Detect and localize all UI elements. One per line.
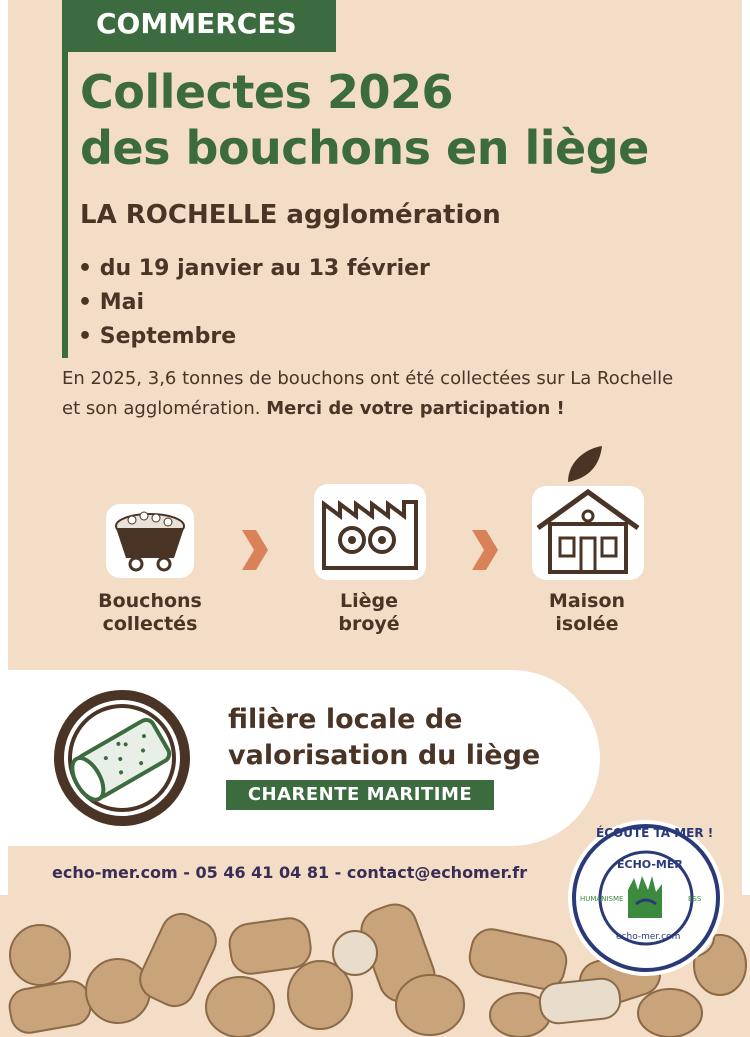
step-label: Maison <box>548 590 626 612</box>
contact-line: echo-mer.com - 05 46 41 04 81 - contact@echomer.fr <box>52 863 528 882</box>
category-tag: COMMERCES <box>62 0 336 52</box>
date-item: • Septembre <box>78 320 430 354</box>
thanks-text: Merci de votre participation ! <box>266 398 565 419</box>
factory-icon <box>312 482 428 582</box>
step-label: collectés <box>102 613 198 635</box>
info-text: En 2025, 3,6 tonnes de bouchons ont été collectées sur La Rochelle et son agglomération. <box>62 368 674 419</box>
badge-brand-text: ECHO-MER <box>617 858 683 871</box>
filiere-title <box>228 702 540 774</box>
title-line-1: Collectes 2026 <box>80 65 453 119</box>
house-icon <box>528 442 648 582</box>
subtitle: LA ROCHELLE agglomération <box>80 200 501 230</box>
filiere-line-2: valorisation du liège <box>228 740 541 771</box>
step-insulated <box>512 590 662 636</box>
step-collected <box>75 590 225 636</box>
badge-outer-text: ÉCOUTE TA MER ! <box>596 826 714 840</box>
info-paragraph <box>62 364 682 424</box>
chevron-right-icon <box>240 528 270 572</box>
filiere-line-1: filière locale de <box>228 704 463 735</box>
collection-dates <box>78 252 430 354</box>
step-label: Bouchons <box>98 590 202 612</box>
left-edge <box>0 0 8 1037</box>
step-label: broyé <box>338 613 400 635</box>
badge-right-text: ESS <box>688 895 702 903</box>
title-line-2: des bouchons en liège <box>80 121 649 175</box>
badge-url-text: echo-mer.com <box>616 932 681 942</box>
step-label: Liège <box>340 590 398 612</box>
date-item: • Mai <box>78 286 430 320</box>
region-label: CHARENTE MARITIME <box>226 780 494 810</box>
cork-logo-icon <box>52 688 192 828</box>
step-crushed <box>294 590 444 636</box>
right-edge <box>742 0 750 1037</box>
date-item: • du 19 janvier au 13 février <box>78 252 430 286</box>
chevron-right-icon <box>470 528 500 572</box>
badge-left-text: HUMANISME <box>580 895 624 903</box>
accent-bar <box>62 0 68 358</box>
page-title <box>80 64 649 176</box>
cart-icon <box>100 496 200 582</box>
step-label: isolée <box>555 613 619 635</box>
